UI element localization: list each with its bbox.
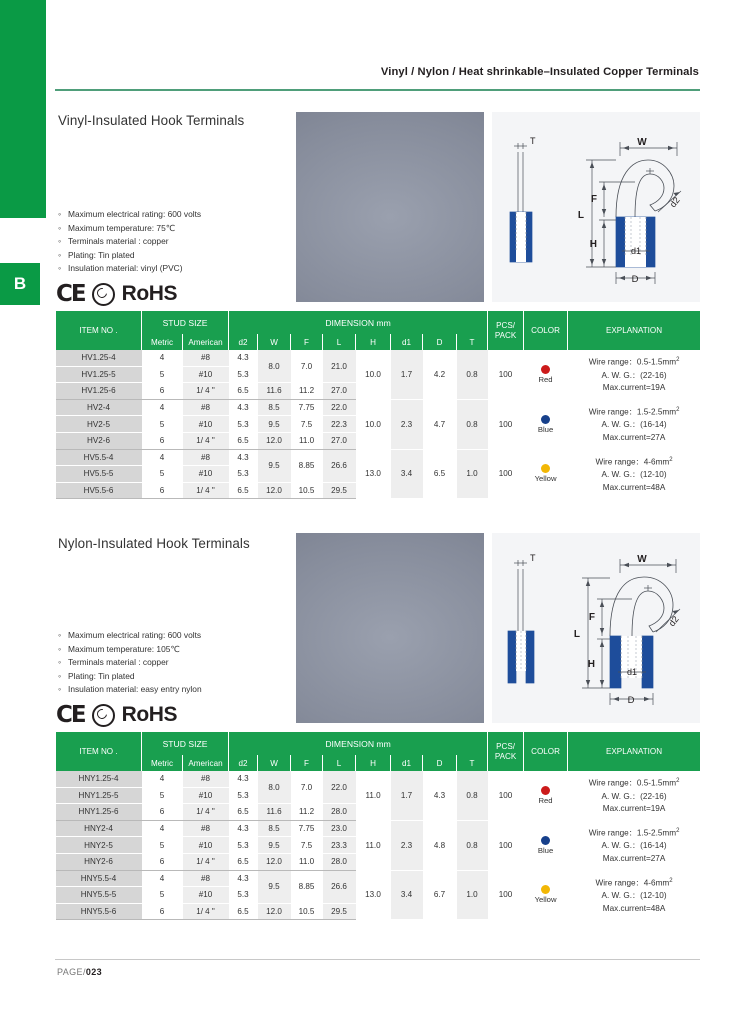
explanation-line: Max.current=48A: [602, 482, 666, 492]
cell-d2: 4.3: [229, 870, 258, 887]
cell-f: 7.0: [291, 771, 323, 804]
cell-color: [524, 771, 568, 820]
svg-text:F: F: [590, 194, 597, 205]
cell-item-no: HV1.25-5: [56, 366, 142, 383]
page-label: PAGE/: [57, 967, 86, 977]
cell-american: #10: [183, 887, 229, 904]
cell-w: 12.0: [258, 853, 291, 870]
cell-d2: 5.3: [229, 466, 258, 483]
th-h: H: [356, 755, 391, 771]
th-t: T: [457, 334, 488, 350]
cell-l: 26.6: [323, 449, 356, 482]
cell-american: #8: [183, 350, 229, 366]
th-d1: d1: [391, 755, 423, 771]
cell-d2: 5.3: [229, 416, 258, 433]
spec-table-body: [56, 350, 701, 499]
svg-text:d2: d2: [666, 614, 681, 629]
certification-marks-nylon: [56, 703, 177, 727]
cell-item-no: HV1.25-4: [56, 350, 142, 366]
table-row: [56, 870, 701, 887]
cell-d: 6.5: [423, 449, 457, 499]
cell-item-no: HV1.25-6: [56, 383, 142, 400]
cell-w: 8.0: [258, 350, 291, 383]
cell-pcs-pack: 100: [488, 399, 524, 449]
color-swatch-icon: [541, 365, 550, 374]
svg-text:D: D: [627, 695, 635, 706]
th-metric: Metric: [142, 755, 183, 771]
svg-text:H: H: [589, 239, 597, 250]
spec-table-vinyl: [55, 311, 701, 499]
cell-d2: 4.3: [229, 449, 258, 466]
cell-metric: 4: [142, 449, 183, 466]
cell-color: [524, 350, 568, 399]
cell-f: 11.2: [291, 804, 323, 821]
cell-w: 11.6: [258, 383, 291, 400]
th-metric: Metric: [142, 334, 183, 350]
cell-metric: 5: [142, 787, 183, 804]
cell-l: 22.3: [323, 416, 356, 433]
th-stud-size: STUD SIZE: [142, 311, 229, 334]
th-pcs-pack: PCS/ PACK: [488, 732, 524, 771]
cell-d2: 5.3: [229, 366, 258, 383]
svg-text:D: D: [631, 274, 639, 285]
cell-explanation: [568, 771, 701, 820]
th-w: W: [258, 755, 291, 771]
cell-h: 13.0: [356, 449, 391, 499]
color-label: Blue: [537, 424, 554, 434]
cell-item-no: HV5.5-6: [56, 482, 142, 499]
cell-l: 28.0: [323, 804, 356, 821]
cell-w: 8.5: [258, 399, 291, 416]
cell-l: 26.6: [323, 870, 356, 903]
explanation-line: Wire range：$0.5-1.5mm^2$: [588, 778, 680, 789]
explanation-line: A. W. G.：(16-14): [601, 420, 667, 430]
cell-d: 4.2: [423, 350, 457, 399]
cell-american: 1/ 4 ": [183, 804, 229, 821]
cell-d1: 3.4: [391, 870, 423, 920]
spec-item: ◦ Maximum electrical rating: 600 volts: [58, 208, 201, 222]
cell-t: 0.8: [457, 771, 488, 820]
header-divider: [55, 89, 700, 91]
ce-mark-icon: CE: [56, 280, 85, 307]
cell-d2: 6.5: [229, 383, 258, 400]
cell-d2: 5.3: [229, 787, 258, 804]
th-d: D: [423, 755, 457, 771]
cell-f: 8.85: [291, 449, 323, 482]
cell-f: 10.5: [291, 482, 323, 499]
cell-l: 28.0: [323, 853, 356, 870]
svg-text:L: L: [577, 210, 584, 221]
cell-explanation: [568, 399, 701, 449]
rohs-circle-icon: [92, 704, 115, 727]
cell-american: 1/ 4 ": [183, 903, 229, 920]
cell-american: #8: [183, 771, 229, 787]
cell-l: 27.0: [323, 383, 356, 400]
cell-item-no: HNY5.5-4: [56, 870, 142, 887]
cell-american: #8: [183, 399, 229, 416]
cell-l: 23.3: [323, 837, 356, 854]
cell-d2: 5.3: [229, 837, 258, 854]
cell-d: 4.3: [423, 771, 457, 820]
explanation-line: Max.current=48A: [602, 903, 666, 913]
explanation-line: Max.current=27A: [602, 432, 666, 442]
table-row: [56, 350, 701, 366]
certification-marks-vinyl: [56, 282, 177, 306]
cell-metric: 6: [142, 482, 183, 499]
cell-american: 1/ 4 ": [183, 853, 229, 870]
explanation-line: A. W. G.：(22-16): [601, 791, 667, 801]
th-explanation: EXPLANATION: [568, 311, 701, 350]
cell-explanation: [568, 350, 701, 399]
spec-list-vinyl: [58, 208, 201, 276]
cell-f: 11.2: [291, 383, 323, 400]
cell-metric: 5: [142, 366, 183, 383]
cell-color: [524, 870, 568, 920]
cell-t: 1.0: [457, 449, 488, 499]
dimension-diagram: [492, 112, 700, 302]
explanation-line: A. W. G.：(22-16): [601, 370, 667, 380]
spec-item: ◦ Terminals material : copper: [58, 656, 202, 670]
cell-t: 0.8: [457, 820, 488, 870]
th-d2: d2: [229, 334, 258, 350]
footer-divider: [55, 959, 700, 960]
cell-metric: 5: [142, 837, 183, 854]
explanation-line: Wire range：$4-6mm^2$: [595, 877, 673, 888]
th-color: COLOR: [524, 732, 568, 771]
cell-american: #8: [183, 820, 229, 837]
cell-metric: 6: [142, 853, 183, 870]
color-swatch-icon: [541, 464, 550, 473]
cell-w: 12.0: [258, 903, 291, 920]
explanation-line: Max.current=19A: [602, 803, 666, 813]
cell-f: 7.75: [291, 820, 323, 837]
cell-metric: 6: [142, 903, 183, 920]
cell-d1: 3.4: [391, 449, 423, 499]
cell-d2: 6.5: [229, 432, 258, 449]
cell-h: 11.0: [356, 771, 391, 820]
cell-l: 21.0: [323, 350, 356, 383]
section-title-nylon: Nylon-Insulated Hook Terminals: [58, 536, 250, 551]
table-row: [56, 771, 701, 787]
rohs-circle-icon: [92, 283, 115, 306]
cell-d2: 4.3: [229, 399, 258, 416]
rohs-label: RoHS: [121, 282, 178, 305]
table-row: [56, 449, 701, 466]
explanation-line: Wire range：$1.5-2.5mm^2$: [588, 828, 680, 838]
color-swatch-icon: [541, 836, 550, 845]
cell-pcs-pack: 100: [488, 820, 524, 870]
cell-pcs-pack: 100: [488, 771, 524, 820]
color-label: Blue: [537, 845, 554, 855]
svg-text:T: T: [530, 553, 536, 563]
spec-item: ◦ Terminals material : copper: [58, 235, 201, 249]
th-h: H: [356, 334, 391, 350]
cell-american: #10: [183, 837, 229, 854]
cell-d1: 1.7: [391, 350, 423, 399]
cell-d: 4.7: [423, 399, 457, 449]
table-row: [56, 820, 701, 837]
cell-w: 12.0: [258, 482, 291, 499]
color-label: Red: [538, 374, 553, 384]
svg-text:T: T: [530, 136, 536, 146]
svg-text:W: W: [637, 554, 647, 565]
th-dimension: DIMENSION mm: [229, 732, 488, 755]
th-t: T: [457, 755, 488, 771]
cell-american: #10: [183, 366, 229, 383]
cell-w: 8.5: [258, 820, 291, 837]
cell-item-no: HV2-5: [56, 416, 142, 433]
explanation-line: A. W. G.：(16-14): [601, 841, 667, 851]
cell-american: #10: [183, 416, 229, 433]
svg-text:L: L: [573, 629, 580, 640]
cell-metric: 5: [142, 887, 183, 904]
cell-item-no: HNY1.25-6: [56, 804, 142, 821]
th-item-no: ITEM NO .: [56, 311, 142, 350]
cell-f: 11.0: [291, 432, 323, 449]
cell-w: 9.5: [258, 870, 291, 903]
color-label: Red: [538, 795, 553, 805]
cell-w: 9.5: [258, 416, 291, 433]
cell-l: 22.0: [323, 771, 356, 804]
cell-item-no: HNY2-6: [56, 853, 142, 870]
product-photo-vinyl: [296, 112, 484, 302]
explanation-line: A. W. G.：(12-10): [601, 470, 667, 480]
svg-text:F: F: [588, 612, 595, 623]
cell-metric: 6: [142, 383, 183, 400]
cell-t: 0.8: [457, 399, 488, 449]
cell-metric: 5: [142, 416, 183, 433]
cell-f: 7.5: [291, 416, 323, 433]
section-index-tab: B: [0, 263, 40, 305]
cell-d: 4.8: [423, 820, 457, 870]
cell-f: 8.85: [291, 870, 323, 903]
cell-f: 7.5: [291, 837, 323, 854]
svg-text:H: H: [587, 659, 595, 670]
technical-drawing-vinyl: [492, 112, 700, 302]
th-f: F: [291, 755, 323, 771]
color-swatch-icon: [541, 786, 550, 795]
cell-l: 29.5: [323, 903, 356, 920]
cell-w: 9.5: [258, 837, 291, 854]
cell-american: 1/ 4 ": [183, 432, 229, 449]
cell-f: 7.75: [291, 399, 323, 416]
cell-d1: 2.3: [391, 820, 423, 870]
cell-item-no: HV5.5-4: [56, 449, 142, 466]
page-header-title: Vinyl / Nylon / Heat shrinkable–Insulated Copper Terminals: [380, 66, 699, 78]
svg-text:W: W: [637, 137, 647, 148]
th-color: COLOR: [524, 311, 568, 350]
cell-pcs-pack: 100: [488, 870, 524, 920]
th-american: American: [183, 755, 229, 771]
cell-item-no: HV2-4: [56, 399, 142, 416]
th-pcs-pack: PCS/ PACK: [488, 311, 524, 350]
cell-pcs-pack: 100: [488, 449, 524, 499]
spec-list-nylon: [58, 629, 202, 697]
svg-text:d1: d1: [626, 667, 638, 677]
cell-f: 7.0: [291, 350, 323, 383]
cell-h: 13.0: [356, 870, 391, 920]
cell-f: 11.0: [291, 853, 323, 870]
spec-item: ◦ Maximum temperature: 75℃: [58, 222, 201, 236]
th-dimension: DIMENSION mm: [229, 311, 488, 334]
svg-text:d1: d1: [630, 246, 642, 256]
cell-explanation: [568, 449, 701, 499]
cell-item-no: HV2-6: [56, 432, 142, 449]
cell-t: 0.8: [457, 350, 488, 399]
section-color-bar: [0, 0, 46, 218]
page-number: [57, 967, 102, 977]
cell-color: [524, 820, 568, 870]
color-label: Yellow: [534, 474, 557, 484]
page-value: 023: [85, 967, 103, 977]
cell-w: 8.0: [258, 771, 291, 804]
th-d: D: [423, 334, 457, 350]
cell-h: 10.0: [356, 350, 391, 399]
cell-d2: 4.3: [229, 820, 258, 837]
th-stud-size: STUD SIZE: [142, 732, 229, 755]
cell-american: #10: [183, 787, 229, 804]
cell-pcs-pack: 100: [488, 350, 524, 399]
cell-item-no: HNY1.25-5: [56, 787, 142, 804]
th-american: American: [183, 334, 229, 350]
th-d1: d1: [391, 334, 423, 350]
spec-item: ◦ Maximum temperature: 105℃: [58, 643, 202, 657]
cell-w: 9.5: [258, 449, 291, 482]
cell-t: 1.0: [457, 870, 488, 920]
spec-item: ◦ Maximum electrical rating: 600 volts: [58, 629, 202, 643]
explanation-line: Max.current=27A: [602, 853, 666, 863]
cell-american: #10: [183, 466, 229, 483]
cell-american: #8: [183, 449, 229, 466]
cell-d2: 5.3: [229, 887, 258, 904]
cell-d1: 2.3: [391, 399, 423, 449]
cell-d2: 6.5: [229, 903, 258, 920]
svg-text:d2: d2: [667, 195, 682, 210]
rohs-label: RoHS: [121, 703, 178, 726]
explanation-line: Max.current=19A: [602, 382, 666, 392]
spec-item: ◦ Plating: Tin plated: [58, 249, 201, 263]
cell-explanation: [568, 870, 701, 920]
explanation-line: A. W. G.：(12-10): [601, 891, 667, 901]
spec-table-nylon: [55, 732, 701, 920]
cell-d: 6.7: [423, 870, 457, 920]
th-d2: d2: [229, 755, 258, 771]
th-l: L: [323, 755, 356, 771]
cell-metric: 6: [142, 432, 183, 449]
cell-american: 1/ 4 ": [183, 482, 229, 499]
dimension-diagram: [492, 533, 700, 723]
cell-d2: 4.3: [229, 771, 258, 787]
cell-item-no: HNY5.5-6: [56, 903, 142, 920]
cell-american: #8: [183, 870, 229, 887]
cell-item-no: HNY2-5: [56, 837, 142, 854]
cell-metric: 5: [142, 466, 183, 483]
cell-metric: 4: [142, 820, 183, 837]
explanation-line: Wire range：$1.5-2.5mm^2$: [588, 407, 680, 417]
section-title-vinyl: Vinyl-Insulated Hook Terminals: [58, 113, 245, 128]
cell-l: 22.0: [323, 399, 356, 416]
table-row: [56, 399, 701, 416]
cell-l: 29.5: [323, 482, 356, 499]
cell-american: 1/ 4 ": [183, 383, 229, 400]
cell-l: 23.0: [323, 820, 356, 837]
cell-d2: 6.5: [229, 853, 258, 870]
cell-metric: 4: [142, 350, 183, 366]
th-explanation: EXPLANATION: [568, 732, 701, 771]
color-label: Yellow: [534, 895, 557, 905]
cell-item-no: HNY5.5-5: [56, 887, 142, 904]
cell-w: 12.0: [258, 432, 291, 449]
cell-h: 11.0: [356, 820, 391, 870]
cell-d2: 4.3: [229, 350, 258, 366]
cell-d2: 6.5: [229, 482, 258, 499]
th-w: W: [258, 334, 291, 350]
technical-drawing-nylon: [492, 533, 700, 723]
explanation-line: Wire range：$0.5-1.5mm^2$: [588, 357, 680, 368]
cell-metric: 4: [142, 771, 183, 787]
cell-d2: 6.5: [229, 804, 258, 821]
cell-explanation: [568, 820, 701, 870]
spec-item: ◦ Plating: Tin plated: [58, 670, 202, 684]
cell-metric: 4: [142, 399, 183, 416]
cell-f: 10.5: [291, 903, 323, 920]
cell-d1: 1.7: [391, 771, 423, 820]
th-l: L: [323, 334, 356, 350]
cell-item-no: HNY1.25-4: [56, 771, 142, 787]
cell-metric: 4: [142, 870, 183, 887]
color-swatch-icon: [541, 885, 550, 894]
cell-color: [524, 449, 568, 499]
cell-h: 10.0: [356, 399, 391, 449]
explanation-line: Wire range：$4-6mm^2$: [595, 456, 673, 467]
color-swatch-icon: [541, 415, 550, 424]
cell-w: 11.6: [258, 804, 291, 821]
cell-item-no: HV5.5-5: [56, 466, 142, 483]
ce-mark-icon: CE: [56, 701, 85, 728]
spec-item: ◦ Insulation material: vinyl (PVC): [58, 262, 201, 276]
product-photo-nylon: [296, 533, 484, 723]
th-item-no: ITEM NO .: [56, 732, 142, 771]
cell-metric: 6: [142, 804, 183, 821]
spec-item: ◦ Insulation material: easy entry nylon: [58, 683, 202, 697]
spec-table-body: [56, 771, 701, 920]
cell-item-no: HNY2-4: [56, 820, 142, 837]
th-f: F: [291, 334, 323, 350]
cell-l: 27.0: [323, 432, 356, 449]
cell-color: [524, 399, 568, 449]
